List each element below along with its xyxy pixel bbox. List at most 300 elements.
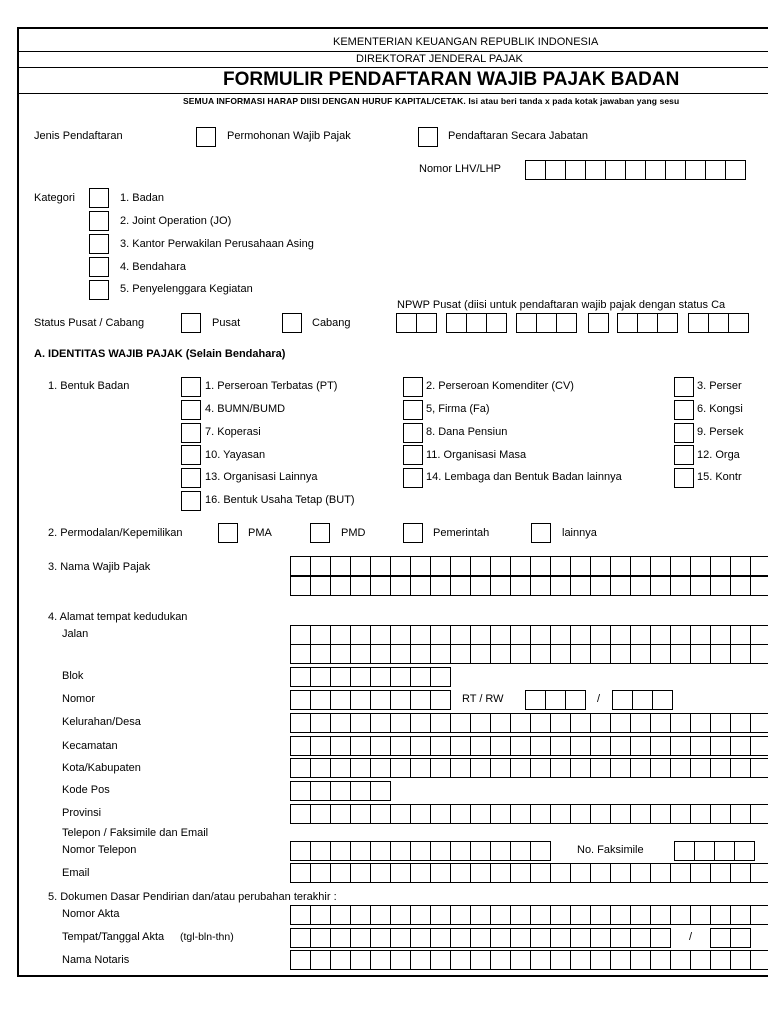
- char-cell[interactable]: [710, 625, 731, 645]
- char-cell[interactable]: [510, 863, 531, 883]
- char-cell[interactable]: [430, 667, 451, 687]
- char-cell[interactable]: [750, 576, 768, 596]
- char-cell[interactable]: [450, 713, 471, 733]
- char-cell[interactable]: [550, 863, 571, 883]
- char-cell[interactable]: [630, 625, 651, 645]
- char-cell[interactable]: [410, 690, 431, 710]
- char-cell[interactable]: [550, 576, 571, 596]
- char-cell[interactable]: [290, 644, 311, 664]
- char-cell[interactable]: [470, 625, 491, 645]
- char-cell[interactable]: [530, 713, 551, 733]
- char-cell[interactable]: [550, 644, 571, 664]
- char-cell[interactable]: [530, 863, 551, 883]
- lainnya-checkbox[interactable]: [531, 523, 551, 543]
- char-cell[interactable]: [625, 160, 646, 180]
- char-cell[interactable]: [530, 556, 551, 576]
- char-cell[interactable]: [670, 950, 691, 970]
- nomor-input-grid[interactable]: [290, 690, 451, 710]
- char-cell[interactable]: [630, 736, 651, 756]
- char-cell[interactable]: [410, 804, 431, 824]
- char-cell[interactable]: [510, 713, 531, 733]
- char-cell[interactable]: [610, 928, 631, 948]
- char-cell[interactable]: [530, 950, 551, 970]
- char-cell[interactable]: [708, 313, 729, 333]
- bentuk-checkbox[interactable]: [674, 377, 694, 397]
- char-cell[interactable]: [370, 928, 391, 948]
- char-cell[interactable]: [416, 313, 437, 333]
- char-cell[interactable]: [730, 576, 751, 596]
- bentuk-checkbox[interactable]: [403, 377, 423, 397]
- char-cell[interactable]: [612, 690, 633, 710]
- char-cell[interactable]: [490, 905, 511, 925]
- char-cell[interactable]: [750, 644, 768, 664]
- char-cell[interactable]: [590, 863, 611, 883]
- char-cell[interactable]: [690, 625, 711, 645]
- char-cell[interactable]: [650, 758, 671, 778]
- char-cell[interactable]: [390, 690, 411, 710]
- char-cell[interactable]: [370, 804, 391, 824]
- char-cell[interactable]: [632, 690, 653, 710]
- char-cell[interactable]: [350, 758, 371, 778]
- char-cell[interactable]: [486, 313, 507, 333]
- char-cell[interactable]: [510, 950, 531, 970]
- char-cell[interactable]: [730, 863, 751, 883]
- char-cell[interactable]: [290, 690, 311, 710]
- char-cell[interactable]: [430, 863, 451, 883]
- char-cell[interactable]: [545, 690, 566, 710]
- char-cell[interactable]: [670, 758, 691, 778]
- char-cell[interactable]: [530, 928, 551, 948]
- char-cell[interactable]: [570, 863, 591, 883]
- char-cell[interactable]: [410, 625, 431, 645]
- nama-input-grid[interactable]: [290, 576, 768, 596]
- char-cell[interactable]: [630, 644, 651, 664]
- char-cell[interactable]: [490, 556, 511, 576]
- char-cell[interactable]: [690, 905, 711, 925]
- char-cell[interactable]: [585, 160, 606, 180]
- char-cell[interactable]: [630, 758, 651, 778]
- char-cell[interactable]: [750, 556, 768, 576]
- char-cell[interactable]: [610, 950, 631, 970]
- kategori-checkbox[interactable]: [89, 211, 109, 231]
- char-cell[interactable]: [570, 758, 591, 778]
- char-cell[interactable]: [590, 950, 611, 970]
- char-cell[interactable]: [450, 905, 471, 925]
- char-cell[interactable]: [290, 950, 311, 970]
- char-cell[interactable]: [550, 758, 571, 778]
- char-cell[interactable]: [590, 644, 611, 664]
- kelurahan-input-grid[interactable]: [290, 713, 768, 733]
- faksimile-input-grid[interactable]: [674, 841, 755, 861]
- char-cell[interactable]: [410, 905, 431, 925]
- char-cell[interactable]: [530, 625, 551, 645]
- bentuk-checkbox[interactable]: [403, 423, 423, 443]
- char-cell[interactable]: [565, 160, 586, 180]
- char-cell[interactable]: [290, 863, 311, 883]
- char-cell[interactable]: [550, 804, 571, 824]
- char-cell[interactable]: [650, 625, 671, 645]
- char-cell[interactable]: [530, 841, 551, 861]
- char-cell[interactable]: [525, 690, 546, 710]
- char-cell[interactable]: [410, 556, 431, 576]
- char-cell[interactable]: [490, 644, 511, 664]
- char-cell[interactable]: [450, 928, 471, 948]
- provinsi-input-grid[interactable]: [290, 804, 768, 824]
- bentuk-checkbox[interactable]: [674, 423, 694, 443]
- char-cell[interactable]: [410, 576, 431, 596]
- jalan-input-grid[interactable]: [290, 625, 768, 645]
- bentuk-checkbox[interactable]: [181, 491, 201, 511]
- char-cell[interactable]: [310, 781, 331, 801]
- char-cell[interactable]: [590, 625, 611, 645]
- char-cell[interactable]: [290, 905, 311, 925]
- char-cell[interactable]: [370, 758, 391, 778]
- char-cell[interactable]: [510, 758, 531, 778]
- char-cell[interactable]: [370, 905, 391, 925]
- char-cell[interactable]: [590, 736, 611, 756]
- cabang-checkbox[interactable]: [282, 313, 302, 333]
- char-cell[interactable]: [410, 758, 431, 778]
- char-cell[interactable]: [390, 863, 411, 883]
- char-cell[interactable]: [530, 644, 551, 664]
- char-cell[interactable]: [350, 950, 371, 970]
- char-cell[interactable]: [350, 644, 371, 664]
- char-cell[interactable]: [390, 758, 411, 778]
- char-cell[interactable]: [590, 713, 611, 733]
- char-cell[interactable]: [750, 950, 768, 970]
- char-cell[interactable]: [350, 667, 371, 687]
- char-cell[interactable]: [290, 576, 311, 596]
- char-cell[interactable]: [410, 841, 431, 861]
- char-cell[interactable]: [690, 556, 711, 576]
- char-cell[interactable]: [650, 576, 671, 596]
- char-cell[interactable]: [350, 625, 371, 645]
- char-cell[interactable]: [734, 841, 755, 861]
- char-cell[interactable]: [750, 863, 768, 883]
- char-cell[interactable]: [565, 690, 586, 710]
- char-cell[interactable]: [725, 160, 746, 180]
- char-cell[interactable]: [730, 713, 751, 733]
- char-cell[interactable]: [370, 841, 391, 861]
- char-cell[interactable]: [665, 160, 686, 180]
- char-cell[interactable]: [657, 313, 678, 333]
- char-cell[interactable]: [570, 713, 591, 733]
- char-cell[interactable]: [588, 313, 609, 333]
- char-cell[interactable]: [470, 758, 491, 778]
- char-cell[interactable]: [630, 556, 651, 576]
- char-cell[interactable]: [590, 928, 611, 948]
- char-cell[interactable]: [536, 313, 557, 333]
- char-cell[interactable]: [390, 644, 411, 664]
- bentuk-checkbox[interactable]: [403, 400, 423, 420]
- char-cell[interactable]: [610, 863, 631, 883]
- char-cell[interactable]: [510, 905, 531, 925]
- char-cell[interactable]: [450, 556, 471, 576]
- char-cell[interactable]: [545, 160, 566, 180]
- char-cell[interactable]: [690, 644, 711, 664]
- char-cell[interactable]: [370, 781, 391, 801]
- char-cell[interactable]: [370, 576, 391, 596]
- char-cell[interactable]: [670, 556, 691, 576]
- char-cell[interactable]: [617, 313, 638, 333]
- char-cell[interactable]: [370, 625, 391, 645]
- char-cell[interactable]: [650, 556, 671, 576]
- char-cell[interactable]: [650, 736, 671, 756]
- char-cell[interactable]: [710, 804, 731, 824]
- npwp-segment[interactable]: [617, 313, 678, 333]
- char-cell[interactable]: [410, 713, 431, 733]
- char-cell[interactable]: [570, 556, 591, 576]
- char-cell[interactable]: [650, 863, 671, 883]
- char-cell[interactable]: [630, 905, 651, 925]
- char-cell[interactable]: [310, 713, 331, 733]
- char-cell[interactable]: [714, 841, 735, 861]
- char-cell[interactable]: [310, 625, 331, 645]
- bentuk-checkbox[interactable]: [181, 445, 201, 465]
- char-cell[interactable]: [650, 928, 671, 948]
- char-cell[interactable]: [650, 644, 671, 664]
- kodepos-input-grid[interactable]: [290, 781, 391, 801]
- char-cell[interactable]: [310, 863, 331, 883]
- char-cell[interactable]: [390, 950, 411, 970]
- char-cell[interactable]: [645, 160, 666, 180]
- char-cell[interactable]: [470, 905, 491, 925]
- char-cell[interactable]: [650, 713, 671, 733]
- char-cell[interactable]: [330, 804, 351, 824]
- char-cell[interactable]: [330, 644, 351, 664]
- char-cell[interactable]: [510, 625, 531, 645]
- char-cell[interactable]: [688, 313, 709, 333]
- char-cell[interactable]: [470, 804, 491, 824]
- char-cell[interactable]: [290, 781, 311, 801]
- jabatan-checkbox[interactable]: [418, 127, 438, 147]
- char-cell[interactable]: [610, 556, 631, 576]
- char-cell[interactable]: [690, 804, 711, 824]
- char-cell[interactable]: [446, 313, 467, 333]
- char-cell[interactable]: [570, 804, 591, 824]
- char-cell[interactable]: [370, 713, 391, 733]
- char-cell[interactable]: [430, 736, 451, 756]
- char-cell[interactable]: [450, 804, 471, 824]
- char-cell[interactable]: [750, 804, 768, 824]
- char-cell[interactable]: [670, 576, 691, 596]
- char-cell[interactable]: [710, 644, 731, 664]
- char-cell[interactable]: [630, 576, 651, 596]
- telepon-input-grid[interactable]: [290, 841, 551, 861]
- char-cell[interactable]: [610, 576, 631, 596]
- char-cell[interactable]: [510, 841, 531, 861]
- char-cell[interactable]: [730, 928, 751, 948]
- char-cell[interactable]: [290, 804, 311, 824]
- char-cell[interactable]: [510, 736, 531, 756]
- char-cell[interactable]: [350, 736, 371, 756]
- kota-input-grid[interactable]: [290, 758, 768, 778]
- nama-input-grid[interactable]: [290, 556, 768, 576]
- char-cell[interactable]: [670, 804, 691, 824]
- npwp-segment[interactable]: [588, 313, 609, 333]
- char-cell[interactable]: [330, 736, 351, 756]
- blok-input-grid[interactable]: [290, 667, 451, 687]
- char-cell[interactable]: [530, 804, 551, 824]
- char-cell[interactable]: [430, 556, 451, 576]
- char-cell[interactable]: [390, 713, 411, 733]
- tempat-akta-input-grid[interactable]: [290, 928, 671, 948]
- char-cell[interactable]: [510, 644, 531, 664]
- pmd-checkbox[interactable]: [310, 523, 330, 543]
- char-cell[interactable]: [570, 736, 591, 756]
- char-cell[interactable]: [390, 905, 411, 925]
- char-cell[interactable]: [350, 781, 371, 801]
- char-cell[interactable]: [710, 556, 731, 576]
- char-cell[interactable]: [610, 736, 631, 756]
- char-cell[interactable]: [530, 736, 551, 756]
- char-cell[interactable]: [690, 863, 711, 883]
- char-cell[interactable]: [470, 928, 491, 948]
- char-cell[interactable]: [390, 556, 411, 576]
- char-cell[interactable]: [350, 556, 371, 576]
- char-cell[interactable]: [490, 841, 511, 861]
- char-cell[interactable]: [490, 576, 511, 596]
- char-cell[interactable]: [430, 905, 451, 925]
- char-cell[interactable]: [450, 644, 471, 664]
- npwp-segment[interactable]: [516, 313, 577, 333]
- bentuk-checkbox[interactable]: [674, 468, 694, 488]
- lhv-input-grid[interactable]: [525, 160, 746, 180]
- char-cell[interactable]: [370, 644, 391, 664]
- char-cell[interactable]: [730, 644, 751, 664]
- char-cell[interactable]: [570, 950, 591, 970]
- char-cell[interactable]: [530, 758, 551, 778]
- char-cell[interactable]: [310, 644, 331, 664]
- bentuk-checkbox[interactable]: [674, 400, 694, 420]
- char-cell[interactable]: [630, 950, 651, 970]
- char-cell[interactable]: [450, 576, 471, 596]
- char-cell[interactable]: [370, 950, 391, 970]
- char-cell[interactable]: [330, 576, 351, 596]
- char-cell[interactable]: [470, 644, 491, 664]
- char-cell[interactable]: [490, 736, 511, 756]
- char-cell[interactable]: [410, 950, 431, 970]
- char-cell[interactable]: [290, 667, 311, 687]
- char-cell[interactable]: [510, 928, 531, 948]
- char-cell[interactable]: [530, 905, 551, 925]
- kategori-checkbox[interactable]: [89, 280, 109, 300]
- char-cell[interactable]: [330, 841, 351, 861]
- char-cell[interactable]: [410, 736, 431, 756]
- char-cell[interactable]: [350, 863, 371, 883]
- char-cell[interactable]: [670, 905, 691, 925]
- npwp-segment[interactable]: [446, 313, 507, 333]
- char-cell[interactable]: [730, 736, 751, 756]
- char-cell[interactable]: [430, 804, 451, 824]
- char-cell[interactable]: [310, 928, 331, 948]
- char-cell[interactable]: [650, 950, 671, 970]
- pemerintah-checkbox[interactable]: [403, 523, 423, 543]
- char-cell[interactable]: [470, 950, 491, 970]
- char-cell[interactable]: [370, 556, 391, 576]
- char-cell[interactable]: [690, 576, 711, 596]
- char-cell[interactable]: [470, 736, 491, 756]
- char-cell[interactable]: [310, 841, 331, 861]
- char-cell[interactable]: [310, 667, 331, 687]
- char-cell[interactable]: [490, 804, 511, 824]
- char-cell[interactable]: [430, 576, 451, 596]
- char-cell[interactable]: [590, 758, 611, 778]
- char-cell[interactable]: [550, 928, 571, 948]
- char-cell[interactable]: [370, 736, 391, 756]
- char-cell[interactable]: [550, 625, 571, 645]
- bentuk-checkbox[interactable]: [181, 468, 201, 488]
- char-cell[interactable]: [470, 576, 491, 596]
- char-cell[interactable]: [610, 713, 631, 733]
- rw-input-grid[interactable]: [612, 690, 673, 710]
- char-cell[interactable]: [310, 576, 331, 596]
- char-cell[interactable]: [430, 841, 451, 861]
- char-cell[interactable]: [605, 160, 626, 180]
- char-cell[interactable]: [750, 736, 768, 756]
- char-cell[interactable]: [610, 644, 631, 664]
- char-cell[interactable]: [470, 841, 491, 861]
- jalan-input-grid[interactable]: [290, 644, 768, 664]
- char-cell[interactable]: [390, 928, 411, 948]
- char-cell[interactable]: [610, 804, 631, 824]
- char-cell[interactable]: [490, 863, 511, 883]
- char-cell[interactable]: [690, 950, 711, 970]
- permohonan-checkbox[interactable]: [196, 127, 216, 147]
- char-cell[interactable]: [390, 576, 411, 596]
- char-cell[interactable]: [550, 713, 571, 733]
- bentuk-checkbox[interactable]: [403, 468, 423, 488]
- char-cell[interactable]: [410, 863, 431, 883]
- char-cell[interactable]: [310, 950, 331, 970]
- char-cell[interactable]: [350, 576, 371, 596]
- char-cell[interactable]: [310, 690, 331, 710]
- char-cell[interactable]: [370, 667, 391, 687]
- char-cell[interactable]: [490, 758, 511, 778]
- char-cell[interactable]: [690, 758, 711, 778]
- pma-checkbox[interactable]: [218, 523, 238, 543]
- char-cell[interactable]: [290, 841, 311, 861]
- kecamatan-input-grid[interactable]: [290, 736, 768, 756]
- char-cell[interactable]: [710, 928, 731, 948]
- char-cell[interactable]: [652, 690, 673, 710]
- char-cell[interactable]: [590, 576, 611, 596]
- char-cell[interactable]: [570, 576, 591, 596]
- char-cell[interactable]: [430, 690, 451, 710]
- char-cell[interactable]: [490, 713, 511, 733]
- char-cell[interactable]: [390, 804, 411, 824]
- char-cell[interactable]: [710, 713, 731, 733]
- char-cell[interactable]: [570, 905, 591, 925]
- char-cell[interactable]: [450, 736, 471, 756]
- char-cell[interactable]: [750, 905, 768, 925]
- char-cell[interactable]: [290, 736, 311, 756]
- char-cell[interactable]: [390, 736, 411, 756]
- char-cell[interactable]: [690, 736, 711, 756]
- char-cell[interactable]: [490, 950, 511, 970]
- char-cell[interactable]: [350, 841, 371, 861]
- char-cell[interactable]: [550, 736, 571, 756]
- char-cell[interactable]: [330, 758, 351, 778]
- nomor-akta-input-grid[interactable]: [290, 905, 768, 925]
- char-cell[interactable]: [390, 841, 411, 861]
- char-cell[interactable]: [730, 804, 751, 824]
- char-cell[interactable]: [705, 160, 726, 180]
- char-cell[interactable]: [550, 950, 571, 970]
- char-cell[interactable]: [630, 928, 651, 948]
- char-cell[interactable]: [510, 556, 531, 576]
- char-cell[interactable]: [466, 313, 487, 333]
